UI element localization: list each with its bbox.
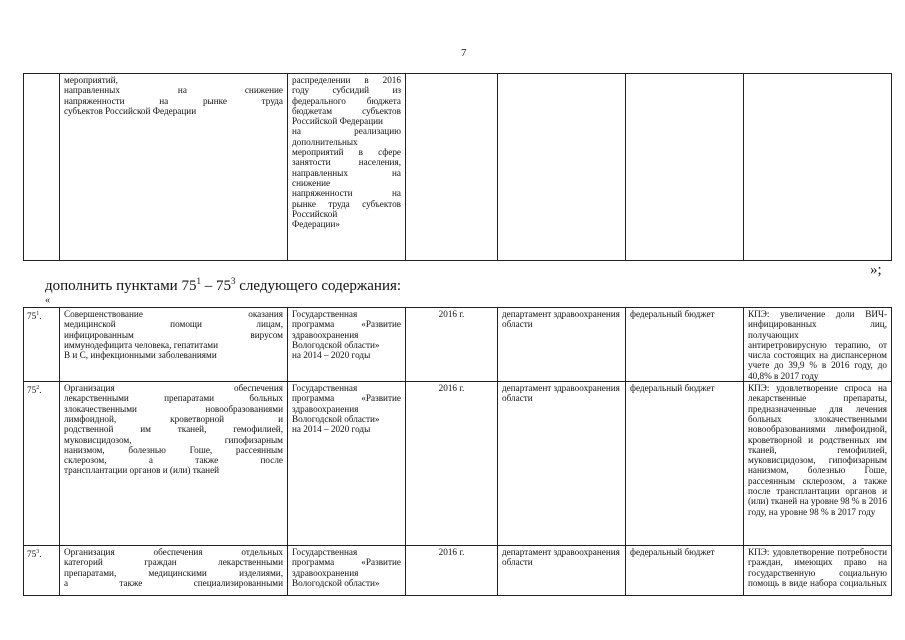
measures-table bbox=[23, 307, 892, 596]
responsible: департамент здравоохранения области bbox=[498, 308, 626, 382]
opening-quote: « bbox=[45, 295, 50, 306]
cell-empty bbox=[406, 74, 498, 261]
row-number: $75^1$. bbox=[24, 308, 60, 382]
year: 2016 г. bbox=[406, 546, 498, 596]
table-row bbox=[24, 308, 892, 382]
cell-empty bbox=[626, 74, 744, 261]
row-number: $75^3$. bbox=[24, 546, 60, 596]
year: 2016 г. bbox=[406, 308, 498, 382]
measure-title: Совершенствование оказания медицинской помощи лицам, инфицированным вирусом иммунодефицита человека, гепатитами В и С, инфекционными заболеваниями bbox=[60, 308, 288, 382]
measure-title: Организация обеспечения лекарственными препаратами больных злокачественными новообразованиями лимфоидной, кроветворной и родственной им тканей, гемофилией, муковисцидозом, гипофизарным нанизмом, болезнью Гоше, рассеянным склерозом, а также после трансплантации органов и (или) тканей bbox=[60, 382, 288, 546]
responsible: департамент здравоохранения области bbox=[498, 546, 626, 596]
continued-program-cell: распределении в 2016 году субсидий из федерального бюджета бюджетам субъектов Российской Федерации на реализацию дополнительных мероприятий в сфере занятости населения, направленных на снижение напряженности на рынке труда субъектов Российской Федерации» bbox=[288, 74, 406, 261]
row-number: $75^2$. bbox=[24, 382, 60, 546]
closing-quote: »; bbox=[870, 262, 882, 278]
table-row bbox=[24, 546, 892, 596]
cell-empty bbox=[744, 74, 892, 261]
page-number: 7 bbox=[461, 47, 467, 59]
amendment-intro: дополнить пунктами $75^1 - 75^3$ следующего содержания: bbox=[45, 276, 402, 294]
program: Государственная программа «Развитие здравоохранения Вологодской области» на 2014 – 2020 годы bbox=[288, 308, 406, 382]
table-row bbox=[24, 382, 892, 546]
indicator: КПЭ: удовлетворение потребности граждан, имеющих право на государственную социальную помощь в виде набора социальных bbox=[744, 546, 892, 596]
responsible: департамент здравоохранения области bbox=[498, 382, 626, 546]
funding-source: федеральный бюджет bbox=[626, 308, 744, 382]
year: 2016 г. bbox=[406, 382, 498, 546]
cell-empty bbox=[498, 74, 626, 261]
continued-table bbox=[23, 73, 892, 261]
measure-title: Организация обеспечения отдельных категорий граждан лекарственными препаратами, медицинскими изделиями, а также специализированными bbox=[60, 546, 288, 596]
cell-num-empty bbox=[24, 74, 60, 261]
indicator: КПЭ: удовлетворение спроса на лекарственные препараты, предназначенные для лечения больных злокачественными новообразованиями лимфоидной, кроветворной и родственных им тканей, гемофилией, муковисцидозом, гипофизарным нанизмом, болезнью Гоше, рассеянным склерозом, а также после трансплантации органов и (или) тканей на уровне 98 % в 2016 году, на уровне 98 % в 2017 году bbox=[744, 382, 892, 546]
indicator: КПЭ: увеличение доли ВИЧ- инфицированных лиц, получающих антиретровирусную терапию, от числа состоящих на диспансерном учете до 39,9 % в 2016 году, до 40,8% в 2017 году bbox=[744, 308, 892, 382]
continued-measure-cell: мероприятий, направленных на снижение напряженности на рынке труда субъектов Российской Федерации bbox=[60, 74, 288, 261]
funding-source: федеральный бюджет bbox=[626, 546, 744, 596]
funding-source: федеральный бюджет bbox=[626, 382, 744, 546]
program: Государственная программа «Развитие здравоохранения Вологодской области» bbox=[288, 546, 406, 596]
program: Государственная программа «Развитие здравоохранения Вологодской области» на 2014 – 2020 годы bbox=[288, 382, 406, 546]
